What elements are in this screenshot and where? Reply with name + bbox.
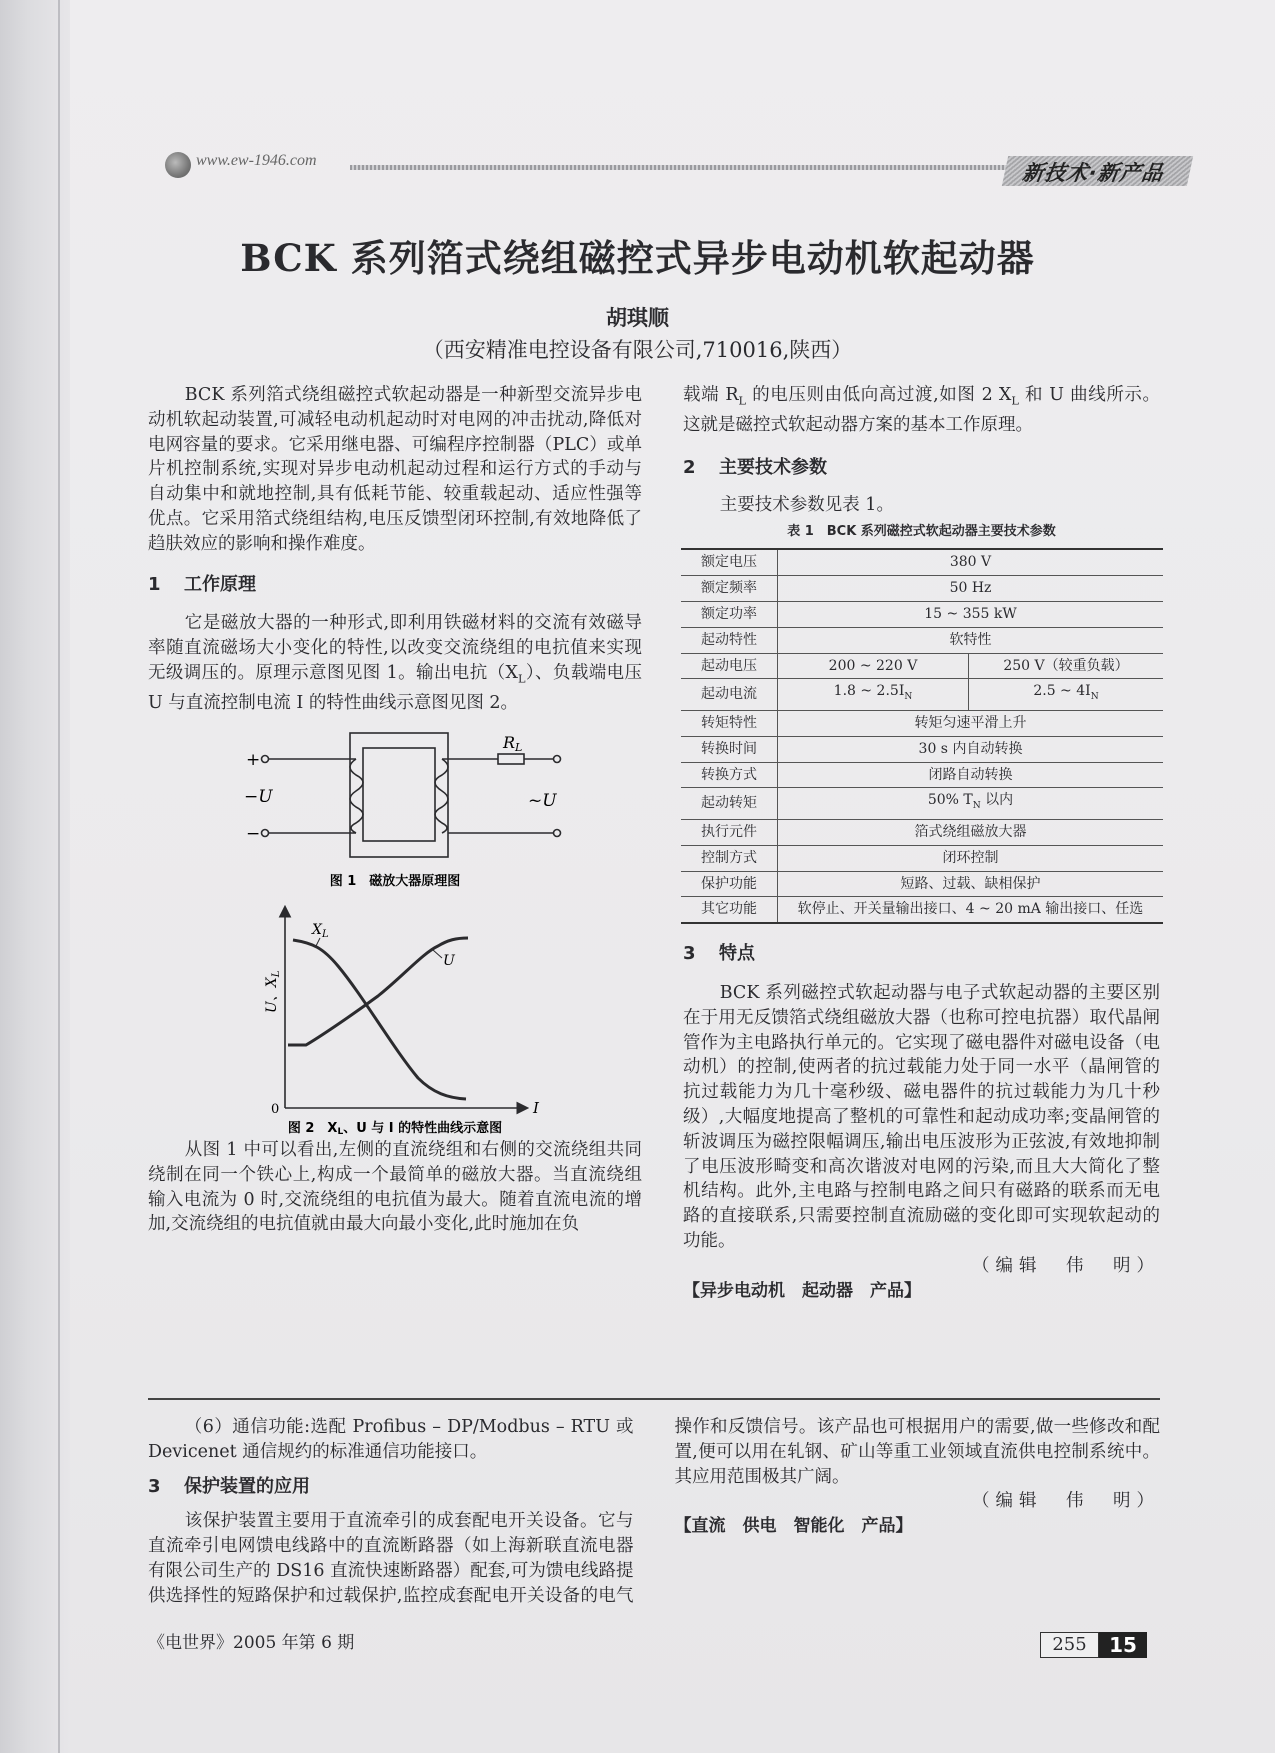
value-subscript: N (904, 692, 913, 703)
table-row (681, 845, 1163, 871)
spec-key: 转换方式 (681, 762, 778, 788)
table-row (681, 820, 1163, 846)
section-number: 1 (148, 573, 161, 595)
section-1-heading (148, 573, 642, 598)
spec-key: 起动电流 (681, 679, 778, 711)
spec-key: 保护功能 (681, 871, 778, 897)
section-3-paragraph: BCK 系列磁控式软起动器与电子式软起动器的主要区别在于用无反馈箔式绕组磁放大器（也称可控电抗器）取代晶闸管作为主电路执行单元的。它实现了磁电器件对磁电设备（电动机）的控制,使两者的抗过载能力处于同一水平（晶闸管的抗过载能力为几十毫秒级、磁电器件的抗过载能力为几十秒级）,大幅度地提高了整机的可靠性和起动成功率;变晶闸管的斩波调压为磁控限幅调压,输出电压波形为正弦波,有效地抑制了电压波形畸变和高次谐波对电网的污染,而且大大简化了整机结构。此外,主电路与控制电路之间只有磁路的联系而无电路的直接联系,只需要控制直流励磁的变化即可实现软起动的功能。 (683, 983, 1160, 1251)
text-run: 载端 R (683, 385, 739, 405)
table-row (681, 627, 1163, 653)
value-text: 50 Hz (949, 580, 992, 597)
spec-key: 转换时间 (681, 736, 778, 762)
right-column (683, 383, 1160, 1303)
section-number: 3 (683, 943, 696, 965)
y-axis-label-text: U、X (264, 977, 280, 1014)
continued-paragraph: 该保护装置主要用于直流牵引的成套配电开关设备。它与直流牵引电网馈电线路中的直流断路器（如上海新联直流电器有限公司生产的 DS16 直流快速断路器）配套,可为馈电线路提供选择性的短路保护和过载保护,监控成套配电开关设备的电气操作和反馈信号。该产品也可根据用户的需要,做一些修改和配置,便可以用在轧钢、矿山等重工业领域直流供电控制系统中。其应用范围极其广阔。 (148, 1417, 1160, 1606)
y-axis-label (264, 970, 282, 1013)
table-row (681, 736, 1163, 762)
table-row (681, 549, 1163, 575)
continued-item-6: （6）通信功能:选配 Profibus – DP/Modbus – RTU 或 Devicenet 通信规约的标准通信功能接口。 (148, 1417, 634, 1462)
table-row (681, 679, 1163, 711)
spec-value (778, 897, 1164, 923)
spec-value (969, 679, 1164, 711)
section-1-paragraph-1 (148, 611, 642, 716)
caption-part: 图 2 X (287, 1121, 338, 1137)
text-run: 它是磁放大器的一种形式,即利用铁磁材料的交流有效磁导率随直流磁场大小变化的特性,以改变交流绕组的电抗值来实现无级调压的。原理示意图见图 1。输出电抗（X (148, 613, 642, 683)
article-keywords: 【异步电动机 起动器 产品】 (683, 1280, 921, 1301)
value-text: 200 ~ 220 V (828, 657, 918, 674)
spec-key: 起动转矩 (681, 788, 778, 820)
value-text: 闭路自动转换 (928, 766, 1013, 783)
ac-winding (435, 759, 448, 833)
curve-xl-leader (316, 938, 320, 946)
x-axis-label: I (533, 1099, 539, 1118)
load-resistor (498, 754, 524, 764)
table-1-caption: 表 1 BCK 系列磁控式软起动器主要技术参数 (787, 523, 1056, 539)
article-title: BCK 系列箔式绕组磁控式异步电动机软起动器 (240, 236, 1035, 280)
left-column (148, 383, 642, 1237)
subscript: L (738, 393, 747, 408)
value-text: 2.5 ~ 4I (1033, 683, 1091, 700)
value-text: 380 V (949, 554, 992, 571)
header-website: www.ew-1946.com (196, 152, 317, 169)
spec-key: 起动特性 (681, 627, 778, 653)
column-tag (1002, 156, 1193, 186)
curve-xl-symbol: X (312, 922, 322, 939)
text-run: 的电压则由低向高过渡,如图 2 X (746, 385, 1012, 405)
table-row (681, 602, 1163, 628)
value-text: 短路、过载、缺相保护 (900, 875, 1041, 892)
page-total-number: 255 (1040, 1632, 1099, 1658)
section-1-paragraph-3 (683, 383, 1160, 438)
terminal (554, 756, 561, 763)
spec-value (778, 871, 1164, 897)
figure-1-diagram (148, 722, 642, 898)
spec-value (778, 711, 1164, 737)
resistor-subscript: L (515, 741, 523, 755)
spec-key: 执行元件 (681, 820, 778, 846)
table-row (681, 788, 1163, 820)
dc-winding (350, 759, 363, 833)
resistor-symbol: R (503, 733, 516, 753)
text-run: 和 U 曲线所示。这就是磁控式软起动器方案的基本工作原理。 (683, 385, 1160, 436)
core-inner (363, 748, 435, 841)
curve-xl-label (311, 922, 329, 940)
figure-2-caption (288, 1120, 502, 1137)
terminal (262, 830, 269, 837)
curve-xl (293, 940, 466, 1099)
ac-voltage-label: ~U (528, 791, 557, 812)
figure-2-chart (148, 898, 642, 1138)
value-text: 软特性 (949, 631, 992, 648)
article-affiliation: （西安精准电控设备有限公司,710016,陕西） (422, 338, 853, 362)
journal-issue: 《电世界》2005 年第 6 期 (148, 1633, 355, 1653)
spec-key: 转矩特性 (681, 711, 778, 737)
value-subscript: N (1090, 692, 1099, 703)
spec-value (778, 627, 1164, 653)
page-issue-number: 15 (1099, 1632, 1147, 1658)
continued-keywords: 【直流 供电 智能化 产品】 (674, 1516, 913, 1537)
text-run: ）、负载端电压 U 与直流控制电流 I 的特性曲线示意图见图 2。 (148, 662, 643, 714)
origin-label: 0 (271, 1102, 280, 1118)
figure-1 (148, 722, 642, 898)
spec-value (778, 576, 1164, 602)
table-row (681, 871, 1163, 897)
table-row (681, 576, 1163, 602)
table-row (681, 762, 1163, 788)
section-1-paragraph-2: 从图 1 中可以看出,左侧的直流绕组和右侧的交流绕组共同绕制在同一个铁心上,构成一个最简单的磁放大器。当直流绕组输入电流为 0 时,交流绕组的电抗值为最大。随着直流电流的增加,交流绕组的电抗值就由最大向最小变化,此时施加在负 (148, 1140, 642, 1235)
value-text: 15 ~ 355 kW (924, 606, 1017, 623)
plus-label: + (246, 750, 261, 771)
figure-2 (148, 898, 642, 1138)
value-text: 50% T (927, 792, 973, 809)
table-row (681, 653, 1163, 679)
section-title: 特点 (719, 943, 755, 965)
section-title: 保护装置的应用 (184, 1475, 310, 1497)
spec-value (778, 845, 1164, 871)
spec-value (778, 736, 1164, 762)
caption-part: 、U 与 I 的特性曲线示意图 (343, 1121, 503, 1137)
curve-u-leader (433, 950, 442, 958)
spec-key: 额定功率 (681, 602, 778, 628)
section-number: 2 (683, 457, 696, 479)
value-text: 转矩匀速平滑上升 (914, 715, 1027, 732)
spec-key: 起动电压 (681, 653, 778, 679)
y-axis-label-sub: L (271, 970, 282, 978)
minus-label: − (246, 824, 261, 845)
intro-paragraph: BCK 系列箔式绕组磁控式软起动器是一种新型交流异步电动机软起动装置,可减轻电动机起动时对电网的冲击扰动,降低对电网容量的要求。它采用继电器、可编程序控制器（PLC）或单片机控制系统,实现对异步电动机起动过程和运行方式的手动与自动集中和就地控制,具有低耗节能、较重载起动、适应性强等优点。它采用箔式绕组结构,电压反馈型闭环控制,有效地降低了趋肤效应的影响和操作难度。 (148, 385, 642, 554)
header-rule (350, 165, 1010, 170)
section-2-heading (683, 456, 1160, 481)
spec-value (778, 762, 1164, 788)
subscript: L (517, 671, 526, 686)
page-number-box (1040, 1632, 1147, 1658)
spec-value (778, 602, 1164, 628)
value-text: 以内 (980, 792, 1014, 809)
continued-article (148, 1415, 1160, 1615)
figure-1-caption: 图 1 磁放大器原理图 (329, 874, 461, 890)
value-text: 250 V（较重负载） (1003, 657, 1129, 674)
value-text: 软停止、开关量输出接口、4 ~ 20 mA 输出接口、任选 (797, 901, 1144, 918)
dc-voltage-label: −U (244, 787, 273, 808)
section-number: 3 (148, 1475, 161, 1497)
spec-key: 额定频率 (681, 576, 778, 602)
continued-editor-credit: （编辑 伟 明） (972, 1491, 1160, 1512)
spec-value (778, 820, 1164, 846)
curve-u (288, 938, 468, 1045)
caption-sub: L (337, 1127, 344, 1138)
continued-section-3-heading (148, 1475, 634, 1500)
terminal (262, 756, 269, 763)
value-text: 1.8 ~ 2.5I (833, 683, 905, 700)
spec-value (778, 788, 1164, 820)
article-divider (148, 1398, 1160, 1400)
spec-key: 额定电压 (681, 549, 778, 575)
value-text: 箔式绕组磁放大器 (914, 824, 1027, 841)
article-author: 胡琪顺 (606, 306, 669, 330)
editor-credit: （编辑 伟 明） (972, 1255, 1160, 1276)
spec-key: 控制方式 (681, 845, 778, 871)
spec-key: 其它功能 (681, 897, 778, 923)
table-row (681, 711, 1163, 737)
table-row (681, 897, 1163, 923)
section-2-paragraph: 主要技术参数见表 1。 (719, 494, 894, 515)
curve-u-label: U (443, 953, 455, 970)
resistor-label (502, 733, 522, 754)
curve-xl-subscript: L (321, 929, 329, 941)
spec-table (681, 548, 1163, 924)
section-title: 工作原理 (184, 573, 256, 595)
spec-value (778, 679, 969, 711)
core-outer (350, 733, 448, 857)
website-logo-icon (165, 152, 191, 178)
subscript: L (1011, 393, 1019, 408)
terminal (554, 830, 561, 837)
column-tag-label: 新技术·新产品 (1020, 161, 1166, 185)
value-text: 闭环控制 (942, 849, 999, 866)
spec-value (969, 653, 1164, 679)
spec-value (778, 653, 969, 679)
spec-value (778, 549, 1164, 575)
section-title: 主要技术参数 (719, 457, 827, 479)
value-text: 30 s 内自动转换 (918, 740, 1023, 757)
section-3-heading (683, 942, 1160, 967)
value-subscript: N (972, 801, 981, 812)
